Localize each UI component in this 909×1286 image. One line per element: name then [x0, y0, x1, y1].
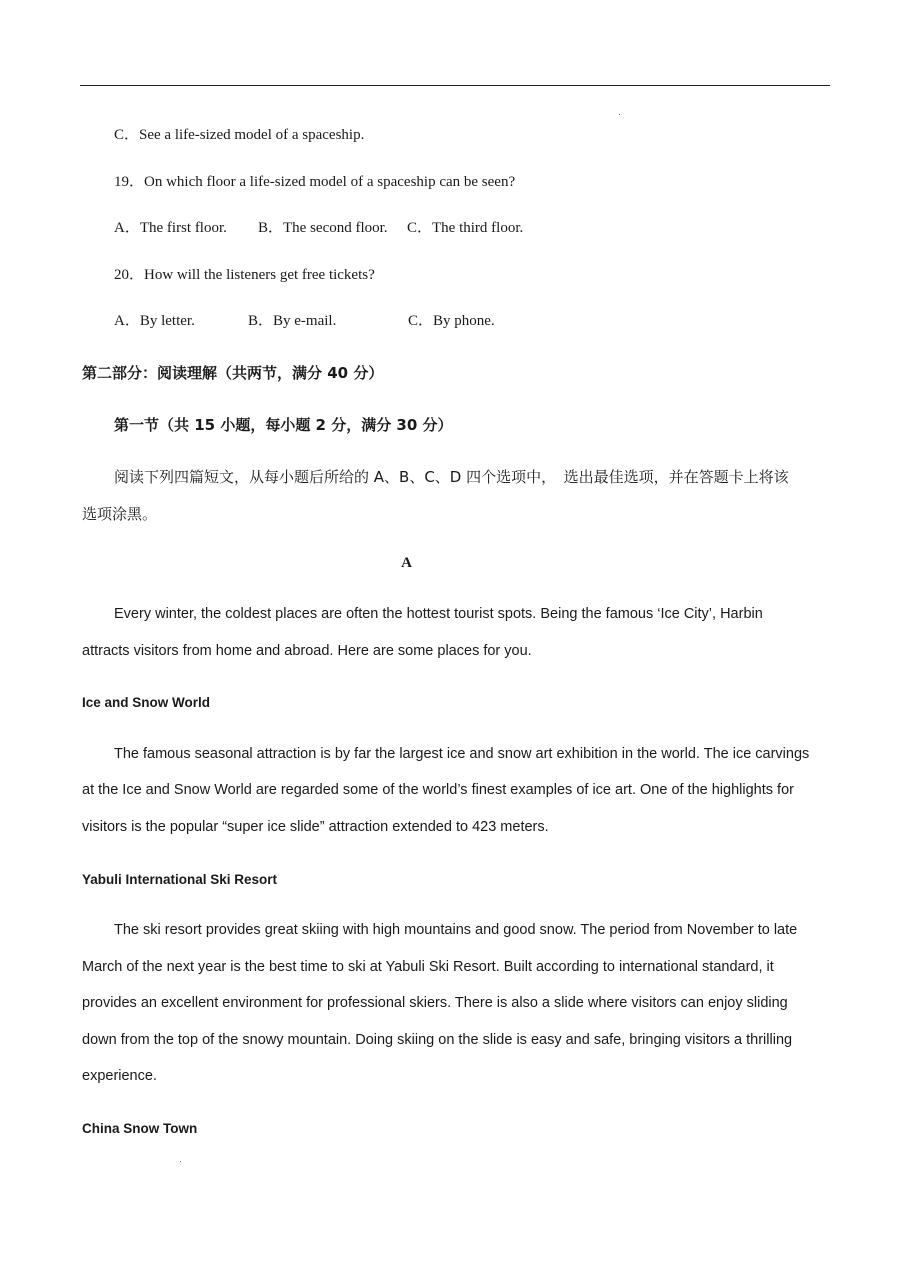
section-heading-china-snow-town: China Snow Town — [82, 1121, 198, 1136]
passage-label: A — [401, 555, 412, 571]
section-heading-yabuli: Yabuli International Ski Resort — [82, 872, 278, 887]
yabuli-line-1: The ski resort provides great skiing with high mountains and good snow. The period from November to late — [114, 922, 798, 938]
q18-option-c: C．See a life-sized model of a spaceship. — [114, 127, 365, 143]
ice-snow-world-line-3: visitors is the popular “super ice slide” attraction extended to 423 meters. — [82, 819, 549, 835]
q20-question: 20．How will the listeners get free tickets? — [114, 267, 375, 283]
section-title: 第一节（共 15 小题，每小题 2 分，满分 30 分） — [114, 416, 453, 434]
scan-speck-top — [619, 114, 620, 115]
q19-option-a[interactable]: A．The first floor. — [114, 220, 227, 236]
intro-line-2: attracts visitors from home and abroad. Here are some places for you. — [82, 643, 532, 659]
ice-snow-world-line-2: at the Ice and Snow World are regarded some of the world’s finest examples of ice art. One of the highlights for — [82, 782, 794, 798]
yabuli-line-5: experience. — [82, 1068, 157, 1084]
q19-question: 19．On which floor a life-sized model of a spaceship can be seen? — [114, 174, 516, 190]
intro-line-1: Every winter, the coldest places are often the hottest tourist spots. Being the famous ‘Ice City’, Harbin — [114, 606, 763, 622]
q19-option-c[interactable]: C．The third floor. — [407, 220, 524, 236]
yabuli-line-2: March of the next year is the best time to ski at Yabuli Ski Resort. Built according to international standard, it — [82, 959, 774, 975]
yabuli-line-4: down from the top of the snowy mountain. Doing skiing on the slide is easy and safe, bringing visitors a thrilling — [82, 1032, 793, 1048]
ice-snow-world-line-1: The famous seasonal attraction is by far the largest ice and snow art exhibition in the world. The ice carvings — [114, 746, 810, 762]
header-rule — [80, 85, 830, 86]
yabuli-line-3: provides an excellent environment for professional skiers. There is also a slide where visitors can enjoy sliding — [82, 995, 788, 1011]
instruction-line-2: 选项涂黑。 — [82, 505, 158, 523]
q19-option-b[interactable]: B．The second floor. — [258, 220, 388, 236]
instruction-line-1: 阅读下列四篇短文，从每小题后所给的 A、B、C、D 四个选项中， 选出最佳选项，并在答题卡上将该 — [114, 468, 789, 486]
q20-option-a[interactable]: A．By letter. — [114, 313, 195, 329]
q20-option-b[interactable]: B．By e-mail. — [248, 313, 337, 329]
part-title: 第二部分：阅读理解（共两节，满分 40 分） — [82, 364, 384, 382]
q20-options — [114, 309, 495, 330]
q20-option-c[interactable]: C．By phone. — [408, 313, 495, 329]
scan-speck-bottom — [180, 1161, 181, 1162]
q19-options — [114, 216, 523, 237]
section-heading-ice-snow-world: Ice and Snow World — [82, 695, 211, 710]
